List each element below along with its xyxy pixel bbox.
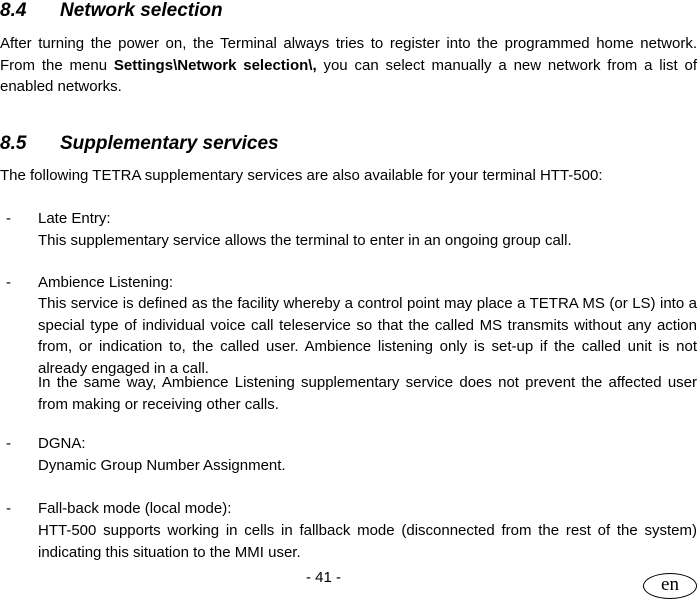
service-desc-ambience-listening: This service is defined as the facility whereby a control point may place a TETRA MS (or LS) into a special type of individual voice call teleservice so that the called MS transmits without any action from, or indication to, the called user. Ambience listening only is set-up if the called unit is not already engaged in a call. (38, 295, 697, 377)
section-number: 8.5 (0, 133, 27, 154)
list-dash: - (6, 500, 11, 517)
service-name-late-entry: Late Entry: (38, 210, 111, 227)
list-dash: - (6, 435, 11, 452)
menu-path: Settings\Network selection\, (113, 56, 317, 74)
service-desc2-ambience-listening: In the same way, Ambience Listening supplementary service does not prevent the affected user from making or receiving other calls. (38, 374, 697, 413)
service-name-dgna: DGNA: (38, 435, 86, 452)
service-name-ambience-listening: Ambience Listening: (38, 274, 174, 291)
list-dash: - (6, 210, 11, 227)
services-intro: The following TETRA supplementary services are also available for your terminal HTT-500: (0, 167, 603, 184)
language-badge: en (643, 573, 697, 599)
section-title: Network selection (60, 0, 223, 21)
service-desc-dgna: Dynamic Group Number Assignment. (38, 457, 286, 474)
network-selection-paragraph: After turning the power on, the Terminal always tries to register into the programmed home network. From the menu Settings\Network selection\, you can select manually a new network from a list of enabled networks. (0, 35, 697, 95)
list-dash: - (6, 274, 11, 291)
service-desc-fallback-mode: HTT-500 supports working in cells in fallback mode (disconnected from the rest of the system) indicating this situation to the MMI user. (38, 522, 697, 561)
service-name-fallback-mode: Fall-back mode (local mode): (38, 500, 232, 517)
service-desc-late-entry: This supplementary service allows the terminal to enter in an ongoing group call. (38, 232, 572, 249)
page-number: - 41 - (306, 569, 342, 586)
section-number: 8.4 (0, 0, 27, 21)
section-title: Supplementary services (60, 133, 279, 154)
section-heading-8-5 (0, 133, 400, 157)
section-heading-8-4 (0, 0, 400, 24)
